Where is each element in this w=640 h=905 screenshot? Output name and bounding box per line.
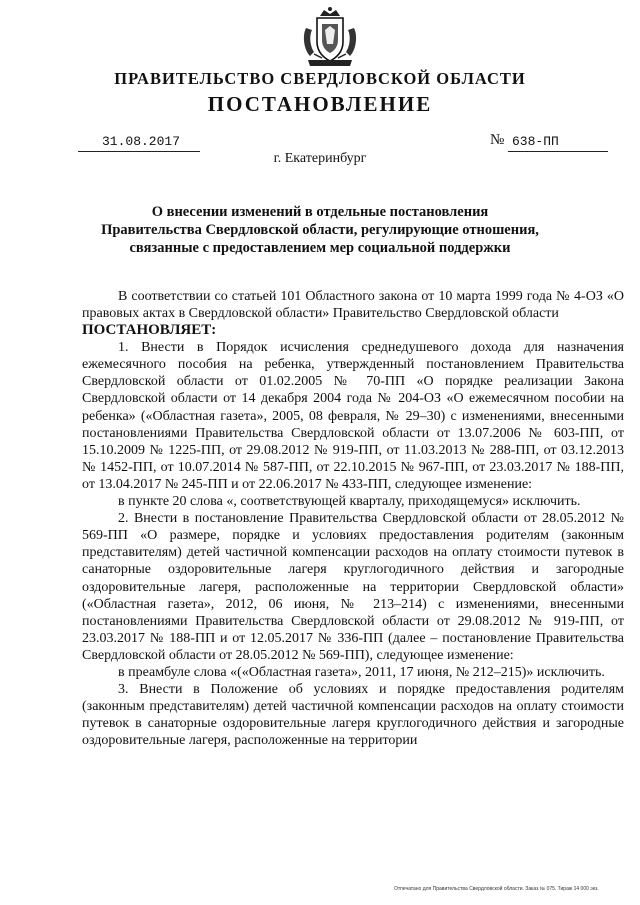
number-label: № bbox=[490, 132, 505, 148]
paragraph: в пункте 20 слова «, соответствующей кварталу, приходящемуся» исключить. bbox=[118, 494, 581, 510]
government-name: ПРАВИТЕЛЬСТВО СВЕРДЛОВСКОЙ ОБЛАСТИ bbox=[114, 69, 526, 88]
document-body bbox=[82, 288, 624, 749]
paragraph: В соответствии со статьей 101 Областного закона от 10 марта 1999 года № 4-ОЗ «О правовых актах в Свердловской области» Правительство Свердловской области bbox=[82, 289, 624, 322]
title-line: Правительства Свердловской области, регулирующие отношения, bbox=[101, 222, 539, 238]
print-footer: Отпечатано для Правительства Свердловской области. Заказ № 075. Тираж 14 000 экз. bbox=[394, 886, 599, 892]
city: г. Екатеринбург bbox=[273, 151, 367, 166]
paragraph: в преамбуле слова «(«Областная газета», 2011, 17 июня, № 212–215)» исключить. bbox=[118, 664, 605, 680]
paragraph: 3. Внести в Положение об условиях и порядке предоставления родителям (законным представителям) детей частичной компенсации расходов на оплату стоимости путевок в санаторные оздоровительные лагеря круглогодичного действия и загородные оздоровительные лагеря, расположенные на территории bbox=[82, 682, 624, 749]
resolves-heading: ПОСТАНОВЛЯЕТ: bbox=[82, 322, 217, 339]
coat-of-arms-icon bbox=[300, 6, 360, 68]
title-line: связанные с предоставлением мер социальной поддержки bbox=[129, 240, 511, 256]
title-line: О внесении изменений в отдельные постановления bbox=[151, 204, 489, 220]
document-date: 31.08.2017 bbox=[78, 134, 200, 152]
document-number: 638-ПП bbox=[508, 134, 608, 152]
paragraph: 2. Внести в постановление Правительства Свердловской области от 28.05.2012 № 569-ПП «О размере, порядке и условиях предоставления родителям (законным представителям) детей частичной компенсации расходов на оплату стоимости путевок в санаторные оздоровительные лагеря круглогодичного действия и загородные оздоровительные лагеря, расположенные на территории Свердловской области» («Областная газета», 2012, 06 июня, № 213–214) с изменениями, внесенными постановлениями Правительства Свердловской области от 29.08.2012 № 919-ПП, от 23.03.2017 № 188-ПП и от 12.05.2017 № 336-ПП (далее – постановление Правительства Свердловской области от 28.05.2012 № 569-ПП), следующее изменение: bbox=[82, 511, 624, 663]
paragraph: 1. Внести в Порядок исчисления среднедушевого дохода для назначения ежемесячного пособия на ребенка, утвержденный постановлением Правительства Свердловской области от 01.02.2005 № 70-ПП «О порядке реализации Закона Свердловской области от 14 декабря 2004 года № 204-ОЗ «О ежемесячном пособии на ребенка» («Областная газета», 2005, 08 февраля, № 29–30) с изменениями, внесенными постановлениями Правительства Свердловской области от 13.07.2006 № 603-ПП, от 15.10.2009 № 1225-ПП, от 29.08.2012 № 919-ПП, от 11.03.2013 № 288-ПП, от 03.12.2013 № 1452-ПП, от 10.07.2014 № 587-ПП, от 22.10.2015 № 967-ПП, от 23.03.2017 № 188-ПП, от 13.04.2017 № 245-ПП и от 22.06.2017 № 433-ПП, следующее изменение: bbox=[82, 340, 624, 492]
document-type: ПОСТАНОВЛЕНИЕ bbox=[207, 92, 433, 116]
document-title bbox=[80, 203, 560, 257]
